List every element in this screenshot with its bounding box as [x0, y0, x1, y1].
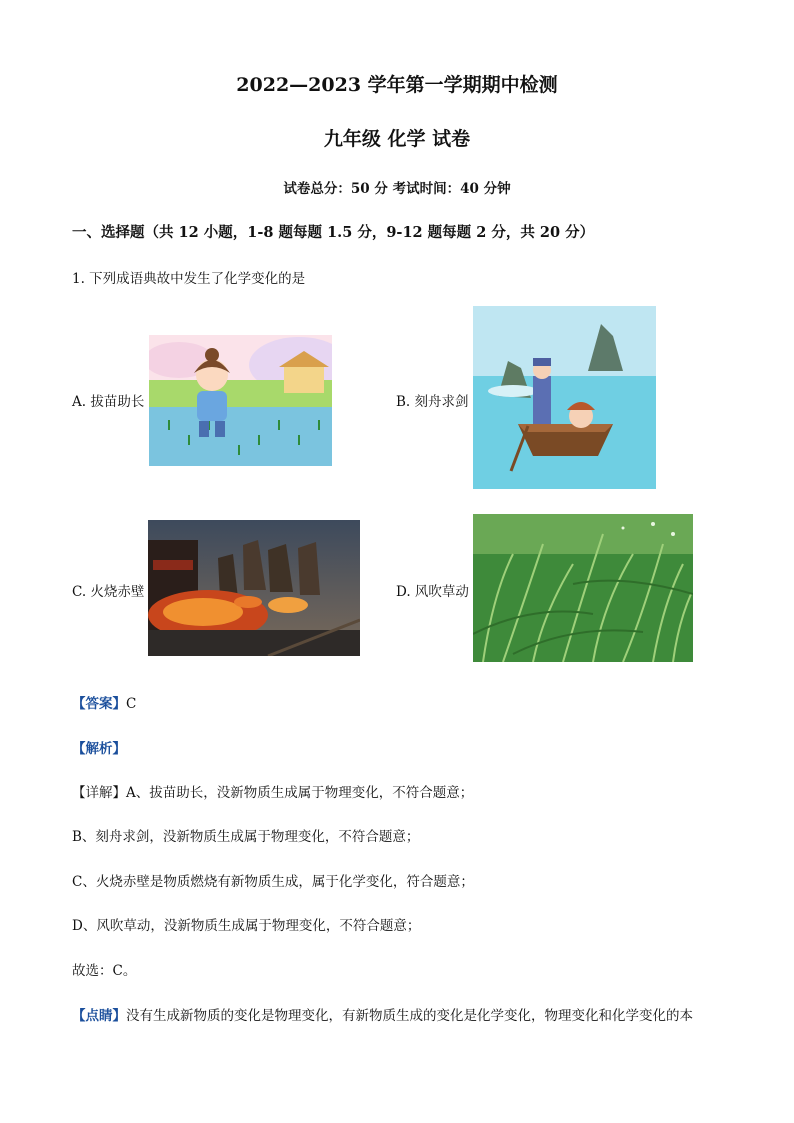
option-d-label: D. 风吹草动 — [396, 584, 469, 600]
burning-warships-photo — [148, 520, 360, 656]
answer-value: C — [126, 696, 137, 712]
note-tag: 【点睛】 — [72, 1008, 126, 1024]
exam-title: 2022—2023 学年第一学期期中检测 — [236, 74, 558, 96]
detail-line-a — [72, 781, 473, 801]
question-stem: 1. 下列成语典故中发生了化学变化的是 — [72, 271, 306, 287]
child-planting-seedlings-illustration — [149, 335, 332, 466]
answer-tag: 【答案】 — [72, 696, 126, 712]
detail-line-d: D、风吹草动，没新物质生成属于物理变化，不符合题意； — [72, 918, 421, 934]
answer-line — [72, 692, 136, 712]
section-heading: 一、选择题（共 12 小题，1-8 题每题 1.5 分，9-12 题每题 2 分，共 20 分） — [72, 224, 595, 241]
detail-line-b: B、刻舟求剑，没新物质生成属于物理变化，不符合题意； — [72, 829, 420, 845]
exam-meta: 试卷总分：50 分 考试时间：40 分钟 — [283, 181, 511, 197]
detail-a-text: A、拔苗助长，没新物质生成属于物理变化，不符合题意； — [126, 785, 474, 801]
note-line — [72, 1004, 693, 1024]
option-a-label: A. 拔苗助长 — [72, 394, 145, 410]
option-b-label: B. 刻舟求剑 — [396, 394, 469, 410]
green-grass-photo — [473, 514, 693, 662]
analysis-line — [72, 737, 126, 757]
option-c-label: C. 火烧赤壁 — [72, 584, 145, 600]
conclusion-line: 故选：C。 — [72, 963, 137, 979]
note-text: 没有生成新物质的变化是物理变化，有新物质生成的变化是化学变化，物理变化和化学变化的本 — [126, 1008, 693, 1024]
analysis-tag: 【解析】 — [72, 741, 126, 757]
exam-subtitle: 九年级 化学 试卷 — [323, 128, 471, 150]
boat-on-river-illustration — [473, 306, 656, 489]
detail-tag: 【详解】 — [72, 785, 126, 801]
detail-line-c: C、火烧赤壁是物质燃烧有新物质生成，属于化学变化，符合题意； — [72, 874, 474, 890]
